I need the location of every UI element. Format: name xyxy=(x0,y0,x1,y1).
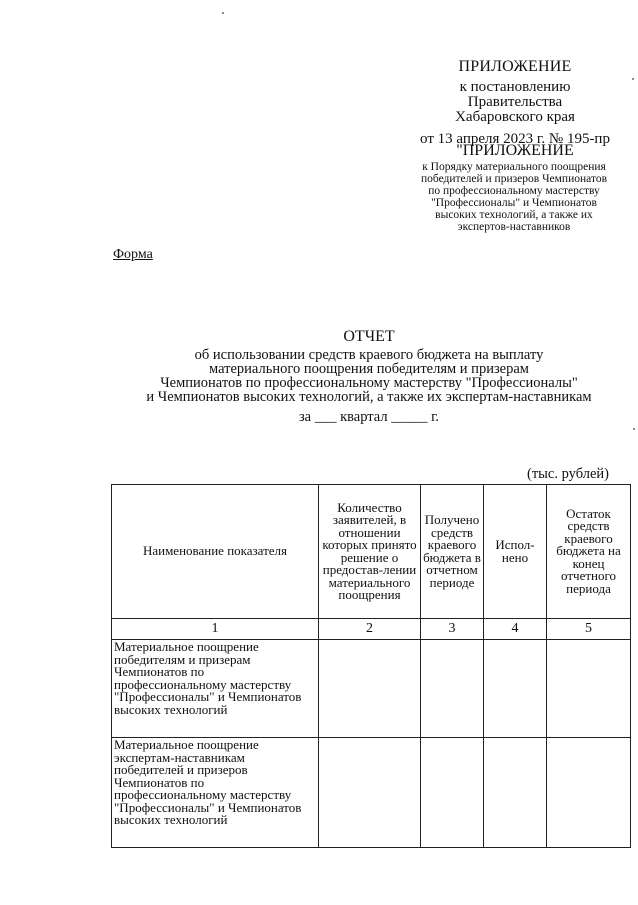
order-line: по профессиональному мастерству xyxy=(428,185,600,197)
row-cell-executed[interactable] xyxy=(484,738,547,848)
appendix-date-line: от 13 апреля 2023 г. № 195-пр xyxy=(420,131,610,147)
row-cell-remaining[interactable] xyxy=(547,640,631,738)
row-cell-executed[interactable] xyxy=(484,640,547,738)
column-number: 4 xyxy=(484,619,547,640)
row-cell-applicants[interactable] xyxy=(319,738,421,848)
scan-speck xyxy=(632,78,634,80)
report-subtitle xyxy=(50,348,638,404)
form-label: Форма xyxy=(113,247,153,262)
header-applicants-count: Количество заявителей, в отношении которых принято решение о предостав-лении материального поощрения xyxy=(319,485,421,619)
table-header-row xyxy=(112,485,631,619)
table-column-numbers xyxy=(112,619,631,640)
appendix-line: Хабаровского края xyxy=(455,109,575,125)
report-subtitle-line: и Чемпионатов высоких технологий, а также их экспертам-наставникам xyxy=(146,389,592,405)
scan-speck xyxy=(633,428,635,430)
report-period: за ___ квартал _____ г. xyxy=(298,409,440,425)
column-number: 5 xyxy=(547,619,631,640)
report-table xyxy=(111,484,631,848)
order-line: победителей и призеров Чемпионатов xyxy=(420,173,608,185)
units-label: (тыс. рублей) xyxy=(527,466,609,482)
header-executed: Испол-нено xyxy=(484,485,547,619)
scan-speck xyxy=(222,12,224,14)
row-cell-applicants[interactable] xyxy=(319,640,421,738)
appendix-order-block xyxy=(395,161,633,233)
report-subtitle-line: Чемпионатов по профессиональному мастерству "Профессионалы" xyxy=(160,375,578,391)
column-number: 1 xyxy=(112,619,319,640)
table-row xyxy=(112,738,631,848)
header-remaining-funds: Остаток средств краевого бюджета на конец отчетного периода xyxy=(547,485,631,619)
appendix-line: к постановлению xyxy=(459,79,571,95)
report-title: ОТЧЕТ xyxy=(343,328,395,345)
appendix-line: Правительства xyxy=(467,94,563,110)
table-row xyxy=(112,640,631,738)
row-cell-received[interactable] xyxy=(421,640,484,738)
header-received-funds: Получено средств краевого бюджета в отчетном периоде xyxy=(421,485,484,619)
order-line: к Порядку материального поощрения xyxy=(422,161,606,173)
report-subtitle-line: об использовании средств краевого бюджета на выплату xyxy=(194,347,544,363)
appendix-title-2: "ПРИЛОЖЕНИЕ xyxy=(456,142,574,159)
order-line: высоких технологий, а также их xyxy=(435,209,593,221)
row-cell-remaining[interactable] xyxy=(547,738,631,848)
appendix-decree-block xyxy=(400,80,630,147)
row-indicator-name: Материальное поощрение экспертам-наставникам победителей и призеров Чемпионатов по профессиональному мастерству "Профессионалы" и Чемпионатов высоких технологий xyxy=(112,738,319,848)
report-subtitle-line: материального поощрения победителям и призерам xyxy=(209,361,529,377)
header-indicator-name: Наименование показателя xyxy=(112,485,319,619)
order-line: экспертов-наставников xyxy=(457,221,571,233)
column-number: 2 xyxy=(319,619,421,640)
row-indicator-name: Материальное поощрение победителям и призерам Чемпионатов по профессиональному мастерству "Профессионалы" и Чемпионатов высоких технологий xyxy=(112,640,319,738)
order-line: "Профессионалы" и Чемпионатов xyxy=(431,197,597,209)
appendix-title: ПРИЛОЖЕНИЕ xyxy=(458,58,572,75)
row-cell-received[interactable] xyxy=(421,738,484,848)
column-number: 3 xyxy=(421,619,484,640)
